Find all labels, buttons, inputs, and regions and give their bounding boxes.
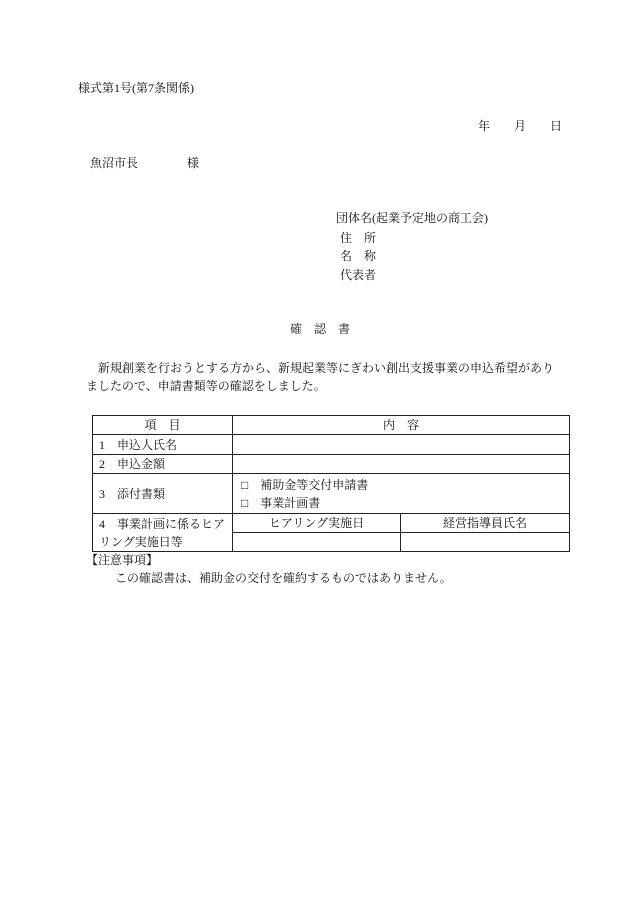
addressee-name: 魚沼市長 [90, 156, 139, 170]
date-day-label: 日 [550, 119, 563, 133]
body-paragraph [86, 359, 566, 395]
attachment-item [241, 476, 569, 494]
table-header-row [93, 416, 570, 435]
checkbox-icon: □ [241, 495, 249, 510]
attachment-label: 事業計画書 [260, 495, 321, 510]
notes-heading: 【注意事項】 [86, 553, 159, 567]
attachments-cell [233, 474, 570, 514]
date-line [478, 119, 562, 133]
addressee-honorific: 様 [187, 156, 200, 170]
table-header-item: 項 目 [93, 416, 233, 435]
row-label-applicant-name: 1 申込人氏名 [93, 435, 233, 455]
row-label-line: 4 事業計画に係るヒア [99, 516, 226, 531]
address-label: 住 所 [340, 231, 377, 245]
name-label: 名 称 [340, 249, 377, 263]
representative-label: 代表者 [340, 268, 377, 282]
row-value-cell [233, 435, 570, 455]
table-header-content: 内 容 [233, 416, 570, 435]
checkbox-icon: □ [241, 477, 249, 492]
confirmation-table [92, 415, 570, 552]
attachment-label: 補助金等交付申請書 [260, 477, 369, 492]
date-month-label: 月 [514, 119, 527, 133]
hearing-date-value-cell [233, 533, 401, 552]
row-label-line: リング実施日等 [99, 534, 183, 549]
notes-text: この確認書は、補助金の交付を確約するものではありません。 [115, 571, 452, 585]
body-line: 新規創業を行おうとする方から、新規起業等にぎわい創出支援事業の申込希望があり [98, 361, 555, 375]
body-line: ましたので、申請書類等の確認をしました。 [86, 379, 326, 393]
row-label-amount: 2 申込金額 [93, 455, 233, 474]
date-year-label: 年 [478, 119, 491, 133]
table-row [93, 514, 570, 533]
document-title: 確 認 書 [290, 322, 351, 336]
hearing-date-header: ヒアリング実施日 [233, 514, 401, 533]
table-row [93, 435, 570, 455]
organization-label: 団体名(起業予定地の商工会) [336, 211, 488, 225]
row-value-cell [233, 455, 570, 474]
advisor-name-header: 経営指導員氏名 [401, 514, 570, 533]
row-label-hearing [93, 514, 233, 552]
table-row [93, 474, 570, 514]
row-label-attachments: 3 添付書類 [93, 474, 233, 514]
table-row [93, 455, 570, 474]
form-number: 様式第1号(第7条関係) [78, 81, 194, 95]
attachment-item [241, 494, 569, 512]
advisor-name-value-cell [401, 533, 570, 552]
